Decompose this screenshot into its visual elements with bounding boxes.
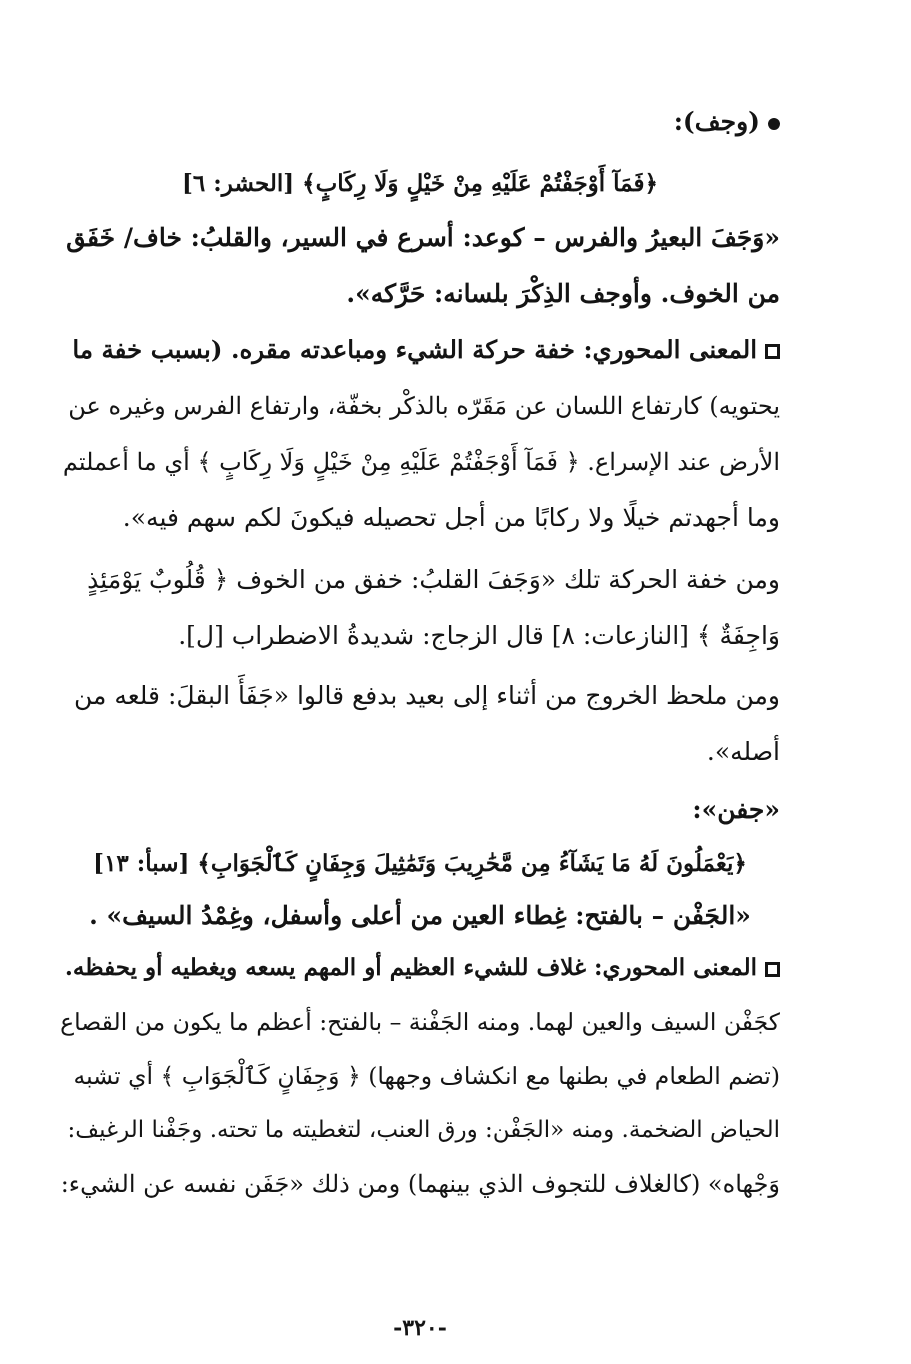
core-meaning-line: يحتويه) كارتفاع اللسان عن مَقَرّه بالذكْر بخفّة، وارتفاع الفرس وغيره عن (68, 392, 780, 420)
core-meaning-line: وما أجهدتم خيلًا ولا ركابًا من أجل تحصيله فيكونَ لكم سهم فيه». (122, 503, 780, 532)
quran-verse: ﴿يَعْمَلُونَ لَهُ مَا يَشَآءُ مِن مَّحَٰرِيبَ وَتَمَٰثِيلَ وَجِفَانٍ كَٱلْجَوَابِ﴾ [سبأ: ١٣] (93, 850, 747, 877)
core-meaning-text: المعنى المحوري: خفة حركة الشيء ومباعدته مقره. (بسبب خفة ما (72, 335, 757, 364)
core-meaning-line: الحياض الضخمة. ومنه «الجَفْن: ورق العنب، لتغطيته ما تحته. وجَفْنا الرغيف: (67, 1117, 780, 1143)
bullet-icon (768, 118, 780, 130)
quran-verse: ﴿فَمَآ أَوْجَفْتُمْ عَلَيْهِ مِنْ خَيْلٍ وَلَا رِكَابٍ﴾ [الحشر: ٦] (182, 170, 658, 197)
square-icon (765, 344, 780, 359)
square-icon (765, 962, 780, 977)
document-page (60, 90, 780, 1341)
page-number: -٣٢٠- (393, 1315, 447, 1341)
core-meaning-line: الأرض عند الإسراع. ﴿ فَمَآ أَوْجَفْتُمْ عَلَيْهِ مِنْ خَيْلٍ وَلَا رِكَابٍ ﴾ أي ما أعملتم (62, 448, 780, 476)
paragraph-line: أصله». (706, 737, 780, 766)
core-meaning-line: وَجْهاه» (كالغلاف للتجوف الذي بينهما) ومن ذلك «جَفَن نفسه عن الشيء: (60, 1170, 780, 1198)
entry-heading-text: (وجف): (673, 107, 760, 136)
core-meaning-line: (تضم الطعام في بطنها مع انكشاف وجهها) ﴿ وَجِفَانٍ كَٱلْجَوَابِ ﴾ أي تشبه (73, 1062, 780, 1090)
paragraph-line: ومن خفة الحركة تلك «وَجَفَ القلبُ: خفق من الخوف ﴿ قُلُوبٌ يَوْمَئِذٍ (87, 565, 780, 594)
core-meaning-line (60, 330, 780, 370)
paragraph-line: وَاجِفَةٌ ﴾ [النازعات: ٨] قال الزجاج: شديدةُ الاضطراب [ل]. (178, 621, 780, 650)
core-meaning-text: المعنى المحوري: غلاف للشيء العظيم أو المهم يسعه ويغطيه أو يحفظه. (64, 954, 757, 981)
definition-line: «وَجَفَ البعيرُ والفرس – كوعد: أسرع في السير، والقلبُ: خاف/ خَفَق (66, 223, 780, 252)
entry-heading: «جفن»: (692, 795, 780, 824)
core-meaning-line (60, 948, 780, 988)
entry-heading (60, 102, 780, 142)
core-meaning-line: كجَفْن السيف والعين لهما. ومنه الجَفْنة – بالفتح: أعظم ما يكون من القصاع (60, 1008, 780, 1036)
definition-line: «الجَفْن – بالفتح: غِطاء العين من أعلى وأسفل، وغِمْدُ السيف» . (89, 901, 751, 930)
definition-line: من الخوف. وأوجف الذِكْرَ بلسانه: حَرَّكه». (346, 279, 780, 308)
paragraph-line: ومن ملحظ الخروج من أثناء إلى بعيد بدفع قالوا «جَفَأَ البقلَ: قلعه من (73, 681, 780, 710)
